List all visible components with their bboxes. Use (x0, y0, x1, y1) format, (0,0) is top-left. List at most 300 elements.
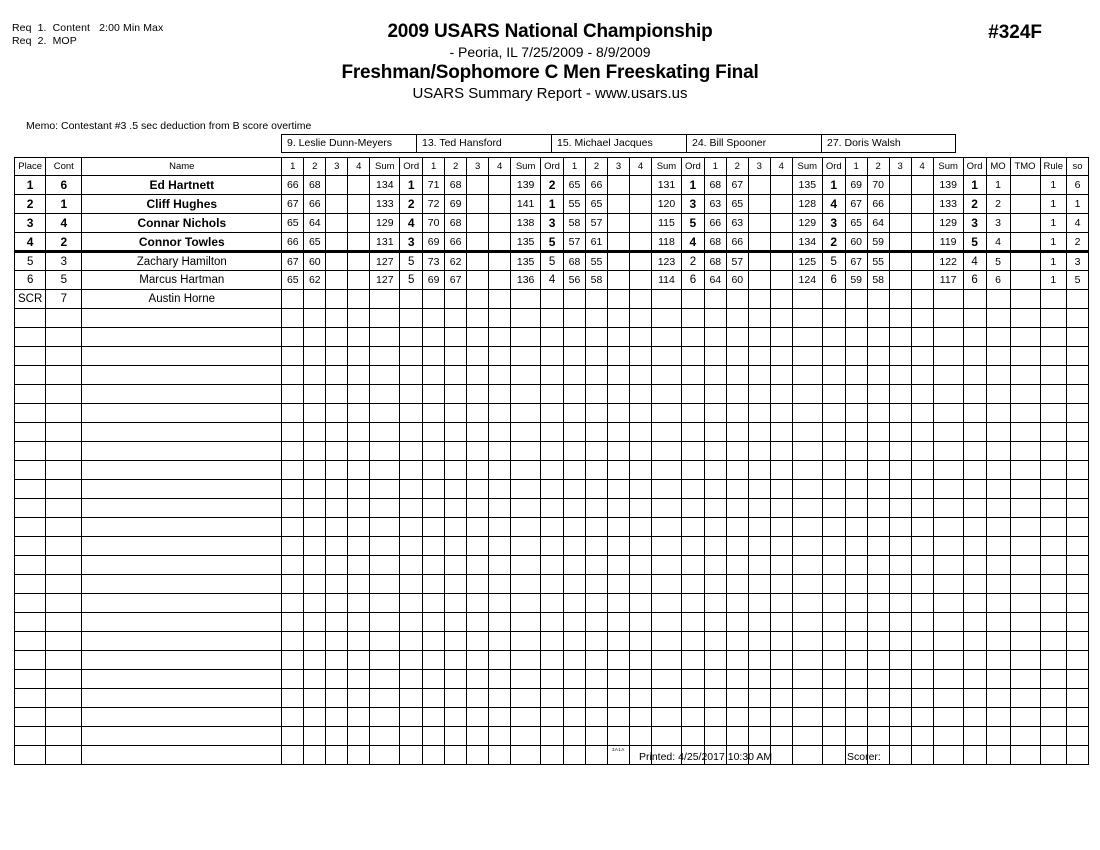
cell-empty (867, 670, 889, 689)
column-header-tmo: TMO (1010, 158, 1040, 176)
cell-j5-s1: 60 (845, 233, 867, 252)
cell-j1-ord: 2 (400, 195, 423, 214)
cell-rule-empty (1040, 746, 1067, 765)
cell-empty (563, 575, 585, 594)
cell-mo-empty (986, 708, 1010, 727)
cell-j5-s2: 66 (867, 195, 889, 214)
cell-j5-ord (963, 290, 986, 309)
cell-empty (423, 632, 445, 651)
cell-empty (726, 309, 748, 328)
cell-j2-s3 (467, 214, 489, 233)
cell-j5-s4 (911, 271, 933, 290)
cell-cont-empty (46, 556, 82, 575)
cell-empty (511, 670, 541, 689)
cell-j1-ord: 5 (400, 271, 423, 290)
cell-empty (792, 442, 822, 461)
table-row-empty (15, 632, 1089, 651)
cell-j5-s4 (911, 214, 933, 233)
cell-so: 4 (1067, 214, 1089, 233)
cell-place-empty (15, 575, 46, 594)
cell-empty (304, 613, 326, 632)
cell-j1-sum: 127 (370, 252, 400, 271)
cell-empty (489, 537, 511, 556)
cell-j5-s2: 59 (867, 233, 889, 252)
cell-empty (370, 689, 400, 708)
cell-j4-sum: 128 (792, 195, 822, 214)
cell-j1-sum: 129 (370, 214, 400, 233)
table-row (15, 176, 1089, 195)
cell-mo-empty (986, 480, 1010, 499)
cell-rule: 1 (1040, 195, 1067, 214)
cell-empty (629, 442, 651, 461)
cell-empty (282, 613, 304, 632)
cell-empty (326, 404, 348, 423)
cell-empty (326, 746, 348, 765)
cell-mo (986, 290, 1010, 309)
cell-empty (282, 385, 304, 404)
cell-empty (748, 347, 770, 366)
cell-empty (867, 385, 889, 404)
cell-empty (792, 518, 822, 537)
cell-empty-ord (822, 537, 845, 556)
cell-empty (792, 404, 822, 423)
cell-empty-ord (400, 575, 423, 594)
cell-so: 3 (1067, 252, 1089, 271)
cell-rule-empty (1040, 594, 1067, 613)
cell-empty (911, 727, 933, 746)
cell-empty (629, 518, 651, 537)
cell-empty (282, 328, 304, 347)
cell-place-empty (15, 423, 46, 442)
cell-j3-sum (651, 290, 681, 309)
cell-j5-s3 (889, 195, 911, 214)
cell-empty (889, 366, 911, 385)
cell-empty (748, 708, 770, 727)
cell-empty (629, 613, 651, 632)
cell-empty (348, 518, 370, 537)
cell-empty (489, 366, 511, 385)
cell-j2-ord: 5 (541, 233, 564, 252)
cell-j4-s2: 66 (726, 233, 748, 252)
cell-j4-s2 (726, 290, 748, 309)
cell-mo-empty (986, 594, 1010, 613)
cell-mo-empty (986, 385, 1010, 404)
cell-empty (770, 708, 792, 727)
cell-empty (489, 613, 511, 632)
cell-empty (467, 404, 489, 423)
column-header-j5-2: 2 (867, 158, 889, 176)
cell-empty (867, 727, 889, 746)
cell-empty (282, 689, 304, 708)
cell-empty (370, 328, 400, 347)
cell-empty (467, 480, 489, 499)
cell-empty (726, 556, 748, 575)
cell-empty (489, 461, 511, 480)
cell-j3-s1 (563, 290, 585, 309)
cell-empty (770, 670, 792, 689)
cell-empty (792, 423, 822, 442)
cell-empty-ord (400, 537, 423, 556)
cell-j4-sum: 125 (792, 252, 822, 271)
cell-j3-s4 (629, 252, 651, 271)
cell-empty (489, 651, 511, 670)
cell-place-empty (15, 480, 46, 499)
cell-empty (726, 366, 748, 385)
cell-mo-empty (986, 499, 1010, 518)
cell-empty (282, 404, 304, 423)
cell-empty (629, 708, 651, 727)
cell-empty (348, 499, 370, 518)
cell-tmo-empty (1010, 708, 1040, 727)
cell-empty (467, 613, 489, 632)
cell-empty-ord (541, 518, 564, 537)
cell-empty (933, 746, 963, 765)
cell-empty (629, 385, 651, 404)
cell-j4-ord: 4 (822, 195, 845, 214)
footer-build-mark: 3A1A (612, 747, 625, 752)
cell-rule: 1 (1040, 176, 1067, 195)
cell-empty (845, 537, 867, 556)
cell-empty (304, 499, 326, 518)
cell-empty-ord (541, 480, 564, 499)
cell-empty (370, 594, 400, 613)
cell-empty (304, 594, 326, 613)
cell-empty-ord (681, 309, 704, 328)
cell-empty (467, 689, 489, 708)
cell-j2-s1 (423, 290, 445, 309)
cell-tmo-empty (1010, 404, 1040, 423)
cell-name: Connar Nichols (82, 214, 282, 233)
cell-empty (282, 442, 304, 461)
requirement-line-1: Req 1. Content 2:00 Min Max (12, 22, 164, 34)
cell-empty (585, 461, 607, 480)
cell-empty (792, 309, 822, 328)
cell-j5-sum: 122 (933, 252, 963, 271)
cell-empty (889, 727, 911, 746)
cell-place-empty (15, 708, 46, 727)
cell-j2-s4 (489, 214, 511, 233)
cell-rule-empty (1040, 556, 1067, 575)
cell-empty (651, 442, 681, 461)
cell-name: Cliff Hughes (82, 195, 282, 214)
cell-mo: 3 (986, 214, 1010, 233)
cell-j4-ord: 1 (822, 176, 845, 195)
cell-tmo-empty (1010, 328, 1040, 347)
cell-empty (792, 385, 822, 404)
cell-so-empty (1067, 594, 1089, 613)
cell-empty (511, 727, 541, 746)
cell-empty-ord (822, 423, 845, 442)
cell-empty (489, 746, 511, 765)
cell-so-empty (1067, 442, 1089, 461)
cell-empty (726, 575, 748, 594)
cell-so: 1 (1067, 195, 1089, 214)
cell-rule-empty (1040, 347, 1067, 366)
cell-empty (423, 594, 445, 613)
cell-empty-ord (400, 347, 423, 366)
table-row-empty (15, 670, 1089, 689)
cell-empty (489, 575, 511, 594)
cell-empty (370, 746, 400, 765)
cell-empty (326, 594, 348, 613)
cell-place: 2 (15, 195, 46, 214)
cell-empty (511, 575, 541, 594)
cell-rule-empty (1040, 385, 1067, 404)
cell-empty (348, 727, 370, 746)
cell-so-empty (1067, 404, 1089, 423)
cell-empty (607, 613, 629, 632)
cell-empty (933, 575, 963, 594)
cell-empty (770, 556, 792, 575)
cell-name-empty (82, 708, 282, 727)
cell-empty (304, 404, 326, 423)
page-title: 2009 USARS National Championship (387, 21, 713, 42)
cell-empty (348, 689, 370, 708)
cell-name: Marcus Hartman (82, 271, 282, 290)
cell-j5-ord: 2 (963, 195, 986, 214)
cell-empty (911, 347, 933, 366)
cell-empty (748, 404, 770, 423)
cell-empty (704, 423, 726, 442)
column-header-j3-3: 3 (607, 158, 629, 176)
cell-empty (770, 480, 792, 499)
cell-j2-ord: 3 (541, 214, 564, 233)
cell-empty (704, 651, 726, 670)
cell-empty (423, 556, 445, 575)
cell-so-empty (1067, 746, 1089, 765)
cell-cont-empty (46, 499, 82, 518)
cell-mo-empty (986, 556, 1010, 575)
cell-j3-s2: 58 (585, 271, 607, 290)
cell-j1-sum: 131 (370, 233, 400, 252)
cell-empty (326, 442, 348, 461)
cell-tmo (1010, 195, 1040, 214)
cell-empty (607, 632, 629, 651)
cell-empty (792, 556, 822, 575)
cell-empty-ord (963, 328, 986, 347)
cell-empty (889, 442, 911, 461)
cell-empty-ord (963, 480, 986, 499)
cell-place-empty (15, 727, 46, 746)
cell-empty (511, 746, 541, 765)
cell-empty (651, 518, 681, 537)
cell-empty-ord (400, 442, 423, 461)
cell-empty (704, 708, 726, 727)
cell-j1-sum: 133 (370, 195, 400, 214)
cell-j1-ord: 4 (400, 214, 423, 233)
table-row (15, 290, 1089, 309)
cell-empty (792, 594, 822, 613)
cell-empty (348, 309, 370, 328)
cell-empty (423, 366, 445, 385)
cell-cont: 2 (46, 233, 82, 252)
cell-empty (585, 385, 607, 404)
column-header-j3-sum: Sum (651, 158, 681, 176)
cell-empty (304, 746, 326, 765)
cell-empty (467, 518, 489, 537)
cell-empty (282, 670, 304, 689)
cell-j5-sum: 117 (933, 271, 963, 290)
cell-empty (585, 442, 607, 461)
cell-empty (423, 727, 445, 746)
cell-empty (585, 328, 607, 347)
cell-empty (282, 499, 304, 518)
judge-header-1: 9. Leslie Dunn-Meyers (281, 134, 416, 153)
column-header-j4-ord: Ord (822, 158, 845, 176)
cell-j1-s4 (348, 195, 370, 214)
cell-tmo-empty (1010, 727, 1040, 746)
cell-empty (792, 727, 822, 746)
cell-empty (607, 423, 629, 442)
cell-empty (748, 480, 770, 499)
table-row-empty (15, 328, 1089, 347)
cell-mo: 6 (986, 271, 1010, 290)
cell-j3-s4 (629, 271, 651, 290)
cell-empty (651, 670, 681, 689)
cell-j4-s2: 57 (726, 252, 748, 271)
cell-empty-ord (963, 366, 986, 385)
cell-empty (563, 480, 585, 499)
table-row-empty (15, 385, 1089, 404)
cell-tmo-empty (1010, 556, 1040, 575)
cell-empty (326, 727, 348, 746)
cell-empty (585, 670, 607, 689)
cell-empty-ord (963, 423, 986, 442)
cell-empty (704, 404, 726, 423)
cell-tmo (1010, 252, 1040, 271)
cell-j1-s2 (304, 290, 326, 309)
cell-empty (282, 651, 304, 670)
column-header-j5-1: 1 (845, 158, 867, 176)
cell-mo-empty (986, 309, 1010, 328)
cell-empty (489, 423, 511, 442)
cell-j2-s3 (467, 233, 489, 252)
cell-j5-ord: 4 (963, 252, 986, 271)
cell-empty (445, 385, 467, 404)
table-row-empty (15, 537, 1089, 556)
cell-empty (326, 537, 348, 556)
cell-tmo-empty (1010, 499, 1040, 518)
cell-empty (911, 651, 933, 670)
cell-empty-ord (681, 442, 704, 461)
cell-empty (770, 423, 792, 442)
cell-empty (511, 347, 541, 366)
cell-empty (911, 461, 933, 480)
column-header-j2-3: 3 (467, 158, 489, 176)
cell-empty (704, 727, 726, 746)
cell-empty (304, 366, 326, 385)
cell-empty-ord (963, 537, 986, 556)
cell-empty (585, 347, 607, 366)
cell-empty-ord (822, 404, 845, 423)
cell-empty (445, 575, 467, 594)
table-row-empty (15, 594, 1089, 613)
cell-place-empty (15, 613, 46, 632)
cell-cont: 7 (46, 290, 82, 309)
cell-empty (726, 385, 748, 404)
column-header-j2-2: 2 (445, 158, 467, 176)
cell-empty (889, 518, 911, 537)
cell-empty-ord (541, 632, 564, 651)
cell-empty (423, 613, 445, 632)
cell-empty (845, 385, 867, 404)
cell-empty (726, 727, 748, 746)
cell-empty (348, 480, 370, 499)
cell-so-empty (1067, 613, 1089, 632)
cell-j5-s3 (889, 176, 911, 195)
cell-empty-ord (822, 499, 845, 518)
cell-empty (585, 613, 607, 632)
cell-empty (489, 556, 511, 575)
cell-empty (748, 442, 770, 461)
cell-tmo (1010, 233, 1040, 252)
cell-j1-s2: 62 (304, 271, 326, 290)
cell-empty (704, 613, 726, 632)
cell-empty-ord (681, 480, 704, 499)
cell-empty-ord (541, 689, 564, 708)
cell-empty (282, 556, 304, 575)
cell-mo-empty (986, 423, 1010, 442)
cell-j4-sum: 129 (792, 214, 822, 233)
cell-empty (423, 499, 445, 518)
cell-j5-s4 (911, 195, 933, 214)
cell-empty (467, 556, 489, 575)
requirement-line-2: Req 2. MOP (12, 35, 77, 47)
cell-j5-s3 (889, 214, 911, 233)
cell-empty (370, 518, 400, 537)
cell-j3-s3 (607, 290, 629, 309)
cell-empty (889, 575, 911, 594)
table-row-empty (15, 651, 1089, 670)
cell-empty-ord (400, 328, 423, 347)
cell-mo-empty (986, 442, 1010, 461)
cell-empty (326, 328, 348, 347)
cell-empty (282, 575, 304, 594)
cell-j5-sum: 129 (933, 214, 963, 233)
cell-empty (911, 309, 933, 328)
cell-empty-ord (400, 499, 423, 518)
cell-place: 4 (15, 233, 46, 252)
cell-empty (282, 708, 304, 727)
table-row-empty (15, 404, 1089, 423)
cell-j4-s1: 63 (704, 195, 726, 214)
cell-empty (748, 727, 770, 746)
cell-j1-s1: 67 (282, 252, 304, 271)
cell-place-empty (15, 556, 46, 575)
cell-empty (867, 708, 889, 727)
cell-empty (607, 651, 629, 670)
cell-empty (445, 708, 467, 727)
cell-empty-ord (541, 423, 564, 442)
cell-tmo-empty (1010, 575, 1040, 594)
cell-place-empty (15, 499, 46, 518)
cell-empty (933, 594, 963, 613)
cell-cont-empty (46, 328, 82, 347)
cell-empty (348, 347, 370, 366)
cell-empty (770, 499, 792, 518)
cell-empty (911, 404, 933, 423)
cell-empty-ord (541, 309, 564, 328)
cell-empty (445, 727, 467, 746)
cell-empty (867, 328, 889, 347)
cell-empty-ord (681, 689, 704, 708)
cell-empty-ord (822, 594, 845, 613)
cell-j2-s4 (489, 290, 511, 309)
cell-tmo-empty (1010, 613, 1040, 632)
cell-place-empty (15, 746, 46, 765)
cell-j3-s4 (629, 176, 651, 195)
cell-empty (607, 708, 629, 727)
